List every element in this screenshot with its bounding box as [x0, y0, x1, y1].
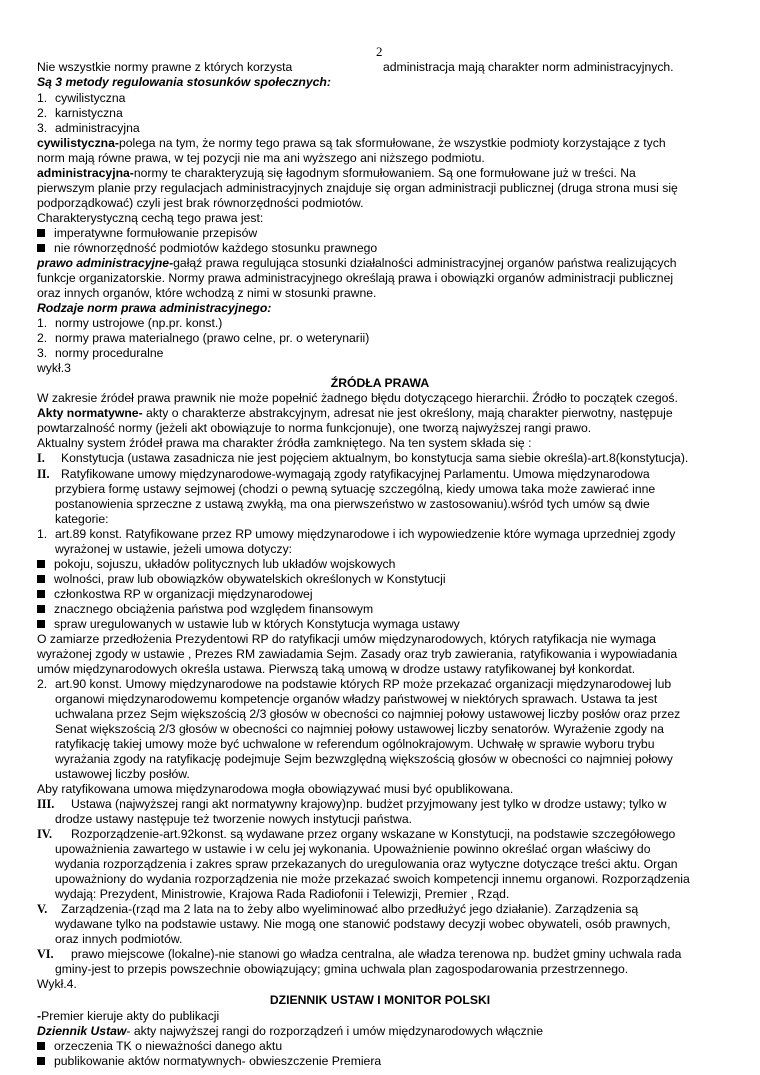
- paragraph-line: kategorie:: [55, 512, 109, 526]
- intro-line: Nie wszystkie normy prawne z których korzysta administracja mają charakter norm administracyjnych.: [37, 60, 674, 74]
- numbered-item: 2. art.90 konst. Umowy międzynarodowe na podstawie których RP może przekazać organizacji międzynarodowej lub: [37, 677, 672, 691]
- roman-item: V. Zarządzenia-(rząd ma 2 lata na to żeby albo wyeliminować albo przedłużyć jego działanie). Zarządzenia są: [37, 902, 639, 916]
- paragraph-line: ratyfikację takiej umowy może być uchwalone w referendum ogólnokrajowym. Uchwałę w sprawie wyboru trybu: [55, 737, 655, 751]
- paragraph-line: O zamiarze przedłożenia Prezydentowi RP do ratyfikacji umów międzynarodowych, których ratyfikacja nie wymaga: [37, 632, 656, 646]
- paragraph-line: wydawane tylko na podstawie ustawy. Nie mogą one stanowić podstawy decyzji wobec obywateli, osób prawnych,: [55, 917, 671, 931]
- method-item: 2. karnistyczna: [37, 106, 123, 120]
- bullet-square-icon: [37, 1042, 45, 1050]
- method-item: 3. administracyjna: [37, 121, 140, 135]
- paragraph-line: Charakterystyczną cechą tego prawa jest:: [37, 211, 264, 225]
- lecture-label: wykł.3: [37, 361, 71, 375]
- paragraph-line: prawo administracyjne-gałąź prawa regulująca stosunki działalności administracyjnej organów państwa realizujących: [37, 256, 677, 270]
- paragraph-line: norm mają równe prawa, w tej pozycji nie ma ani wyższego ani niższego podmiotu.: [37, 151, 485, 165]
- roman-item: I. Konstytucja (ustawa zasadnicza nie jest pojęciem aktualnym, bo konstytucja sama siebie określa)-art.8(konstytucja).: [37, 451, 689, 465]
- section-heading: ŹRÓDŁA PRAWA: [330, 376, 430, 390]
- paragraph-line: Akty normatywne- akty o charakterze abstrakcyjnym, adresat nie jest określony, mają charakter pierwotny, następuje: [37, 406, 673, 420]
- paragraph-line: organowi międzynarodowemu kompetencje organów władzy państwowej w niektórych sprawach. Ustawa ta jest: [55, 692, 658, 706]
- roman-item: IV. Rozporządzenie-art.92konst. są wydawane przez organy wskazane w Konstytucji, na podstawie szczegółowego: [37, 827, 676, 841]
- bullet-square-icon: [37, 229, 45, 237]
- paragraph-line: uchwalana przez Sejm większością 2/3 głosów w obecności co najmniej połowy ustawowej liczby posłów oraz przez: [55, 707, 681, 721]
- paragraph-line: gminy-jest to przepis powszechnie obowiązujący; gmina uchwala plan zagospodarowania przestrzennego.: [55, 962, 629, 976]
- paragraph-line: Dziennik Ustaw- akty najwyższej rangi do rozporządzeń i umów międzynarodowych włącznie: [37, 1024, 543, 1038]
- paragraph-line: oraz innych podmiotów.: [55, 932, 183, 946]
- paragraph-line: pierwszym planie przy regulacjach administracyjnych znajduje się organ administracji publicznej (druga strona musi się: [37, 181, 678, 195]
- roman-item: II. Ratyfikowane umowy międzynarodowe-wymagają zgody ratyfikacyjnej Parlamentu. Umowa międzynarodowa: [37, 467, 650, 481]
- bullet-square-icon: [37, 620, 45, 628]
- paragraph-line: wydają: Prezydent, Ministrowie, Krajowa Rada Radiofonii i Telewizji, Premier , Rząd.: [55, 887, 510, 901]
- paragraph-line: przybiera formę ustawy sejmowej (chodzi o pewną sytuację szczególną, kiedy umowa taka może zawierać inne: [55, 482, 656, 496]
- paragraph-line: upoważnienia zawartego w ustawie i w celu jej wykonania. Upoważnienie powinno określać organ właściwy do: [55, 842, 651, 856]
- paragraph-line: wydania rozporządzenia i zakres spraw przekazanych do uregulowania oraz wytyczne dotyczące treści aktu. Organ: [55, 857, 678, 871]
- numbered-item: 1. art.89 konst. Ratyfikowane przez RP umowy międzynarodowe i ich wypowiedzenie które wymaga uprzedniej zgody: [37, 527, 676, 541]
- bullet-square-icon: [37, 560, 45, 568]
- paragraph-line: Aby ratyfikowana umowa międzynarodowa mogła obowiązywać musi być opublikowana.: [37, 782, 514, 796]
- paragraph-line: funkcje organizatorskie. Normy prawa administracyjnego określają prawa i obowiązki organów administracji publicznej: [37, 271, 674, 285]
- paragraph-line: umów międzynarodowych określa ustawa. Pierwszą taką umową w drodze ustawy ratyfikowanej był konkordat.: [37, 662, 636, 676]
- page-number: 2: [376, 44, 383, 59]
- section-heading: DZIENNIK USTAW I MONITOR POLSKI: [269, 993, 491, 1007]
- bullet-item: spraw uregulowanych w ustawie lub w których Konstytucja wymaga ustawy: [37, 616, 732, 632]
- paragraph-line: wyrażania zgody na ratyfikację podejmuje Sejm bezwzględną większością głosów w obecności co najmniej połowy: [55, 752, 673, 766]
- bullet-square-icon: [37, 605, 45, 613]
- paragraph-line: postanowienia sprzeczne z ustawą zwykłą, ma ona pierwszeństwo w zastosowaniu).wśród tych umów są dwie: [55, 497, 650, 511]
- paragraph-line: oraz innych organów, które wchodzą z nimi w stosunki prawne.: [37, 286, 377, 300]
- paragraph-line: drodze ustawy następuje też tworzenie nowych instytucji państwa.: [55, 812, 413, 826]
- bullet-square-icon: [37, 1057, 45, 1065]
- bullet-item: pokoju, sojuszu, układów politycznych lub układów wojskowych: [37, 556, 732, 572]
- bullet-item: imperatywne formułowanie przepisów: [37, 225, 732, 241]
- norm-item: 2. normy prawa materialnego (prawo celne, pr. o weterynarii): [37, 331, 370, 345]
- lecture-label: Wykł.4.: [37, 977, 77, 991]
- roman-item: III. Ustawa (najwyższej rangi akt normatywny krajowy)np. budżet przyjmowany jest tylko w drodze ustawy; tylko w: [37, 797, 667, 811]
- norm-item: 3. normy proceduralne: [37, 346, 164, 360]
- norms-heading: Rodzaje norm prawa administracyjnego:: [37, 301, 272, 315]
- paragraph-line: cywilistyczna-polega na tym, że normy tego prawa są tak sformułowane, że wszystkie podmioty korzystające z tych: [37, 136, 666, 150]
- paragraph-line: ustawowej liczby posłów.: [55, 767, 190, 781]
- roman-item: VI. prawo miejscowe (lokalne)-nie stanowi go władza centralna, ale władza terenowa np. budżet gminy uchwala rada: [37, 947, 682, 961]
- bullet-square-icon: [37, 590, 45, 598]
- paragraph-line: W zakresie źródeł prawa prawnik nie może popełnić żadnego błędu dotyczącego hierarchii. Źródło to początek czegoś.: [37, 391, 678, 405]
- bullet-item: publikowanie aktów normatywnych- obwieszczenie Premiera: [37, 1053, 732, 1069]
- paragraph-line: -Premier kieruje akty do publikacji: [37, 1009, 220, 1023]
- paragraph-line: Senat większością 2/3 głosów w obecności co najmniej połowy ustawowej liczby senatorów. Wyrażenie zgody na: [55, 722, 664, 736]
- bullet-item: orzeczenia TK o nieważności danego aktu: [37, 1038, 732, 1054]
- norm-item: 1. normy ustrojowe (np.pr. konst.): [37, 316, 223, 330]
- paragraph-line: Aktualny system źródeł prawa ma charakter źródła zamkniętego. Na ten system składa się :: [37, 436, 532, 450]
- bullet-square-icon: [37, 244, 45, 252]
- paragraph-line: wyrażonej zgody w ustawie , Prezes RM zawiadamia Sejm. Zasady oraz tryb zawierania, ratyfikowania i wypowiadania: [37, 647, 678, 661]
- paragraph-line: powtarzalność normy (jeżeli akt obowiązuje to norma funkcjonuje), one tworzą najwyższej rangi prawo.: [37, 421, 592, 435]
- paragraph-line: wyrażonej w ustawie, jeżeli umowa dotyczy:: [55, 542, 293, 556]
- paragraph-line: upoważniony do wydania rozporządzenia nie może przekazać swoich kompetencji innemu organowi. Rozporządzenia: [55, 872, 690, 886]
- bullet-item: członkostwa RP w organizacji międzynarodowej: [37, 586, 732, 602]
- method-item: 1. cywilistyczna: [37, 91, 126, 105]
- bullet-item: wolności, praw lub obowiązków obywatelskich określonych w Konstytucji: [37, 571, 732, 587]
- paragraph-line: podporządkować) czyli jest brak równorzędności podmiotów.: [37, 196, 364, 210]
- methods-heading: Są 3 metody regulowania stosunków społecznych:: [37, 75, 331, 89]
- bullet-item: nie równorzędność podmiotów każdego stosunku prawnego: [37, 240, 732, 256]
- bullet-item: znacznego obciążenia państwa pod względem finansowym: [37, 601, 732, 617]
- paragraph-line: administracyjna-normy te charakteryzują się łagodnym sformułowaniem. Są one formułowane już w treści. Na: [37, 166, 636, 180]
- bullet-square-icon: [37, 575, 45, 583]
